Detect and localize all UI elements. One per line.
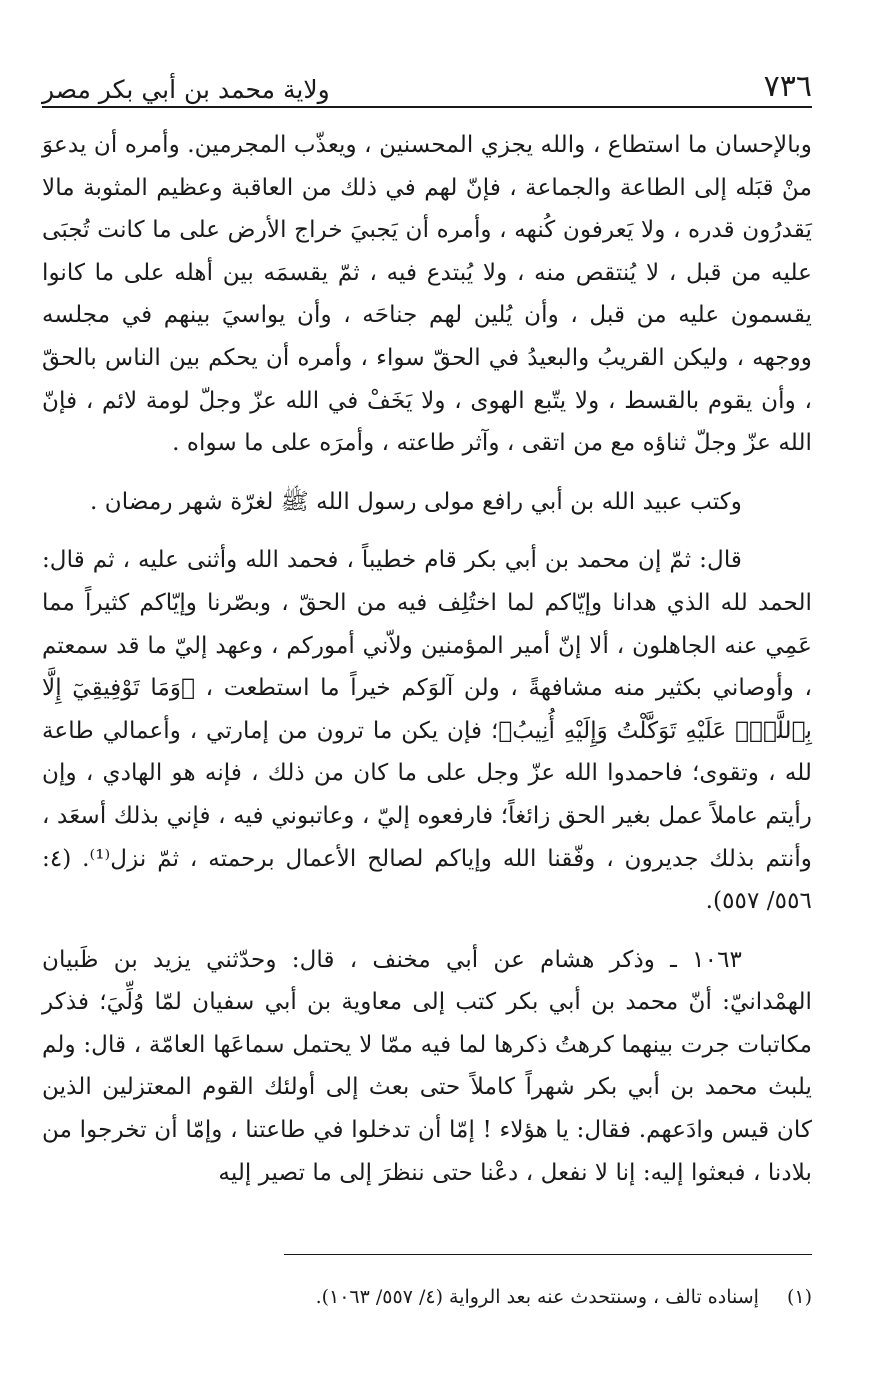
paragraph-continuation: وبالإحسان ما استطاع ، والله يجزي المحسنين ، ويعذّب المجرمين. وأمره أن يدعوَ منْ قبَله إلى الطاعة والجماعة ، فإنّ لهم في ذلك من العاقبة وعظيم المثوبة مالا يَقدرُون قدره ، ولا يَعرفون كُنهه ، وأمره أن يَجبيَ خراج الأرض على ما كانت تُجبَى عليه من قبل ، لا يُنتقص منه ، ولا يُبتدع فيه ، ثمّ يقسمَه بين أهله على ما كانوا يقسمون عليه من قبل ، وأن يُلين لهم جناحَه ، وأن يواسيَ بينهم في مجلسه ووجهه ، وليكن القريبُ والبعيدُ في الحقّ سواء ، وأمره أن يحكم بين الناس بالحقّ ، وأن يقوم بالقسط ، ولا يتّبع الهوى ، ولا يَخَفْ في الله عزّ وجلّ لومة لائم ، فإنّ الله عزّ وجلّ ثناؤه مع من اتقى ، وآثر طاعته ، وأمرَه على ما سواه .	[42, 131, 812, 457]
footnote-text: إسناده تالف ، وسنتحدث عنه بعد الرواية (٤/ ٥٥٧/ ١٠٦٣).	[315, 1286, 759, 1308]
footnote-rule	[284, 1254, 812, 1255]
running-head	[42, 58, 812, 106]
paragraph-gap	[42, 523, 812, 539]
header-rule	[42, 106, 812, 108]
footnote	[42, 1282, 812, 1312]
paragraph-letter-closing: وكتب عبيد الله بن أبي رافع مولى رسول الله ﷺ لغرّة شهر رمضان .	[90, 487, 742, 515]
body-text	[42, 124, 812, 1194]
running-title: ولاية محمد بن أبي بكر مصر	[42, 75, 330, 104]
book-page	[42, 58, 812, 1358]
paragraph-gap	[42, 923, 812, 939]
paragraph-report-1063: ١٠٦٣ ـ وذكر هشام عن أبي مخنف ، قال: وحدّثني يزيد بن ظَبيان الهمْدانيّ: أنّ محمد بن أبي بكر كتب إلى معاوية بن أبي سفيان لمّا وُلِّيَ؛ فذكر مكاتبات جرت بينهما كرهتُ ذكرها لما فيه ممّا لا يحتمل سماعَها العامّة ، قال: ولم يلبث محمد بن أبي بكر شهراً كاملاً حتى بعث إلى أولئك القوم المعتزلين الذين كان قيس وادَعهم. فقال: يا هؤلاء ! إمّا أن تدخلوا في طاعتنا ، وإمّا أن تخرجوا من بلادنا ، فبعثوا إليه: إنا لا نفعل ، دعْنا حتى ننظرَ إلى ما تصير إليه	[42, 945, 812, 1186]
footnote-marker: (١)	[786, 1286, 812, 1308]
paragraph-gap	[42, 465, 812, 481]
page-number: ٧٣٦	[763, 69, 812, 104]
paragraph-sermon: قال: ثمّ إن محمد بن أبي بكر قام خطيباً ، فحمد الله وأثنى عليه ، ثم قال: الحمد لله الذي هدانا وإيّاكم لما اختُلِف فيه من الحقّ ، وبصّرنا وإيّاكم كثيراً مما عَمِي عنه الجاهلون ، ألا إنّ أمير المؤمنين ولاّني أموركم ، وعهد إليّ ما قد سمعتم ، وأوصاني بكثير منه مشافهةً ، ولن آلوَكم خيراً ما استطعت ، ﴿وَمَا تَوْفِيقِيٓ إِلَّا بِٱللَّهِۚ عَلَيْهِ تَوَكَّلْتُ وَإِلَيْهِ أُنِيبُ﴾؛ فإن يكن ما ترون من إمارتي ، وأعمالي طاعة لله ، وتقوى؛ فاحمدوا الله عزّ وجل على ما كان من ذلك ، فإنه هو الهادي ، وإن رأيتم عاملاً عمل بغير الحق زائغاً؛ فارفعوه إليّ ، وعاتبوني فيه ، فإني بذلك أسعَد ، وأنتم بذلك جديرون ، وفّقنا الله وإياكم لصالح الأعمال برحمته ، ثمّ نزل⁽¹⁾. (٤: ٥٥٦/ ٥٥٧).	[42, 546, 812, 915]
